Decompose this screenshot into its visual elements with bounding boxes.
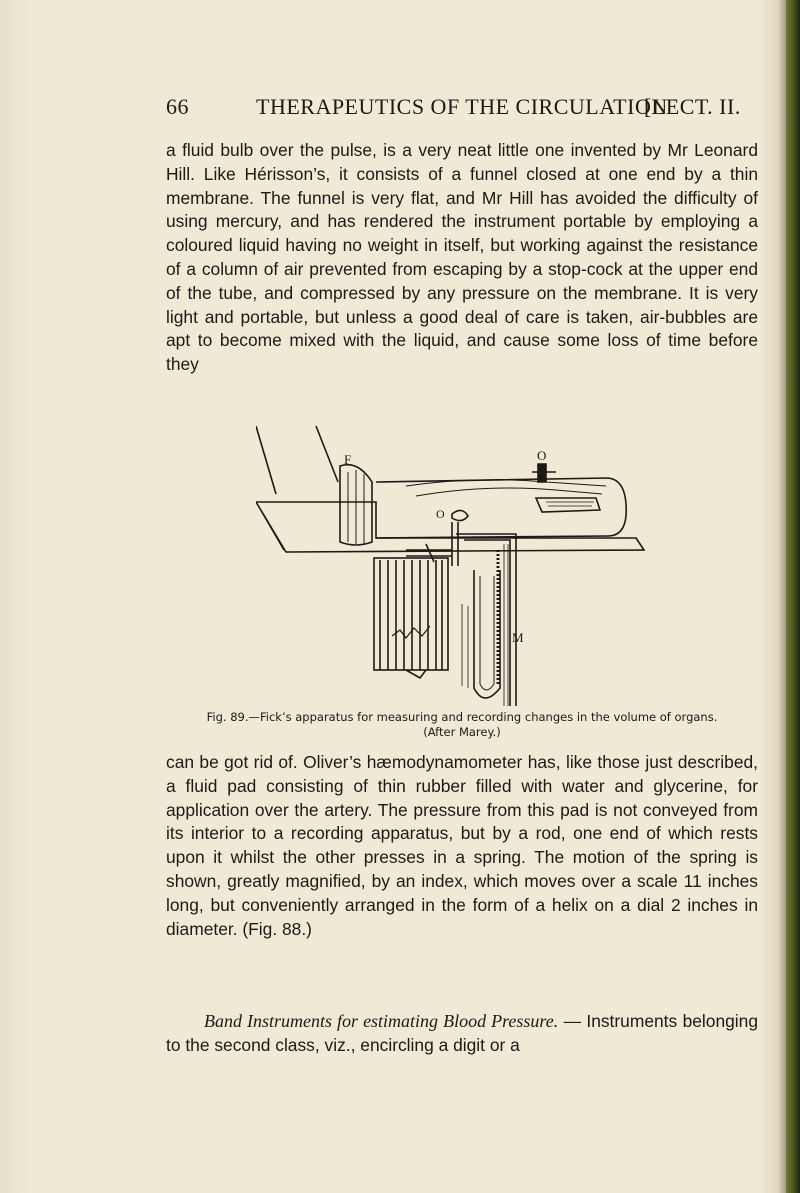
figure-caption	[166, 710, 758, 740]
page-gutter-shadow	[778, 0, 786, 1193]
caption-main: Fig. 89.—Fick’s apparatus for measuring and recording changes in the volume of organs.	[206, 710, 718, 724]
book-spine-edge	[786, 0, 800, 1193]
paragraph-3-text: — Instruments belonging to the second class, viz., encircling a digit or a	[166, 1011, 758, 1055]
figure-89-illustration	[256, 426, 648, 708]
figure-label-o-side: O	[436, 507, 445, 521]
figure-label-m: M	[512, 630, 524, 645]
paragraph-1: a fluid bulb over the pulse, is a very neat little one invented by Mr Leonard Hill. Like Hérisson’s, it consists of a funnel closed at one end by a thin membrane. The funnel is very flat, and Mr Hill has avoided the difficulty of using mercury, and has rendered the instrument portable by employing a coloured liquid having no weight in itself, but working against the resistance of a column of air prevented from escaping by a stop-cock at the upper end of the tube, and compressed by any pressure on the membrane. It is very light and portable, but unless a good deal of care is taken, air-bubbles are apt to become mixed with the liquid, and cause some loss of time before they	[166, 140, 758, 375]
section-heading-italic: Band Instruments for estimating Blood Pressure.	[204, 1011, 559, 1031]
figure-label-o-top: O	[537, 448, 547, 463]
ficks-apparatus-drawing	[256, 426, 648, 708]
paragraph-3	[166, 1010, 758, 1058]
paragraph-2: can be got rid of. Oliver’s hæmodynamometer has, like those just described, a fluid pad consisting of thin rubber filled with water and glycerine, for application over the artery. The pressure from this pad is not conveyed from its interior to a recording apparatus, but by a rod, one end of which rests upon it whilst the other presses in a spring. The motion of the spring is shown, greatly magnified, by an index, which moves over a scale 11 inches long, but conveniently arranged in the form of a helix on a dial 2 inches in diameter. (Fig. 88.)	[166, 752, 758, 939]
page-number: 66	[166, 94, 189, 119]
caption-attribution: (After Marey.)	[423, 725, 501, 739]
running-header	[166, 94, 766, 124]
running-title: THERAPEUTICS OF THE CIRCULATION	[256, 94, 668, 119]
figure-label-f: F	[344, 452, 352, 467]
lecture-reference: [LECT. II.	[644, 94, 741, 119]
